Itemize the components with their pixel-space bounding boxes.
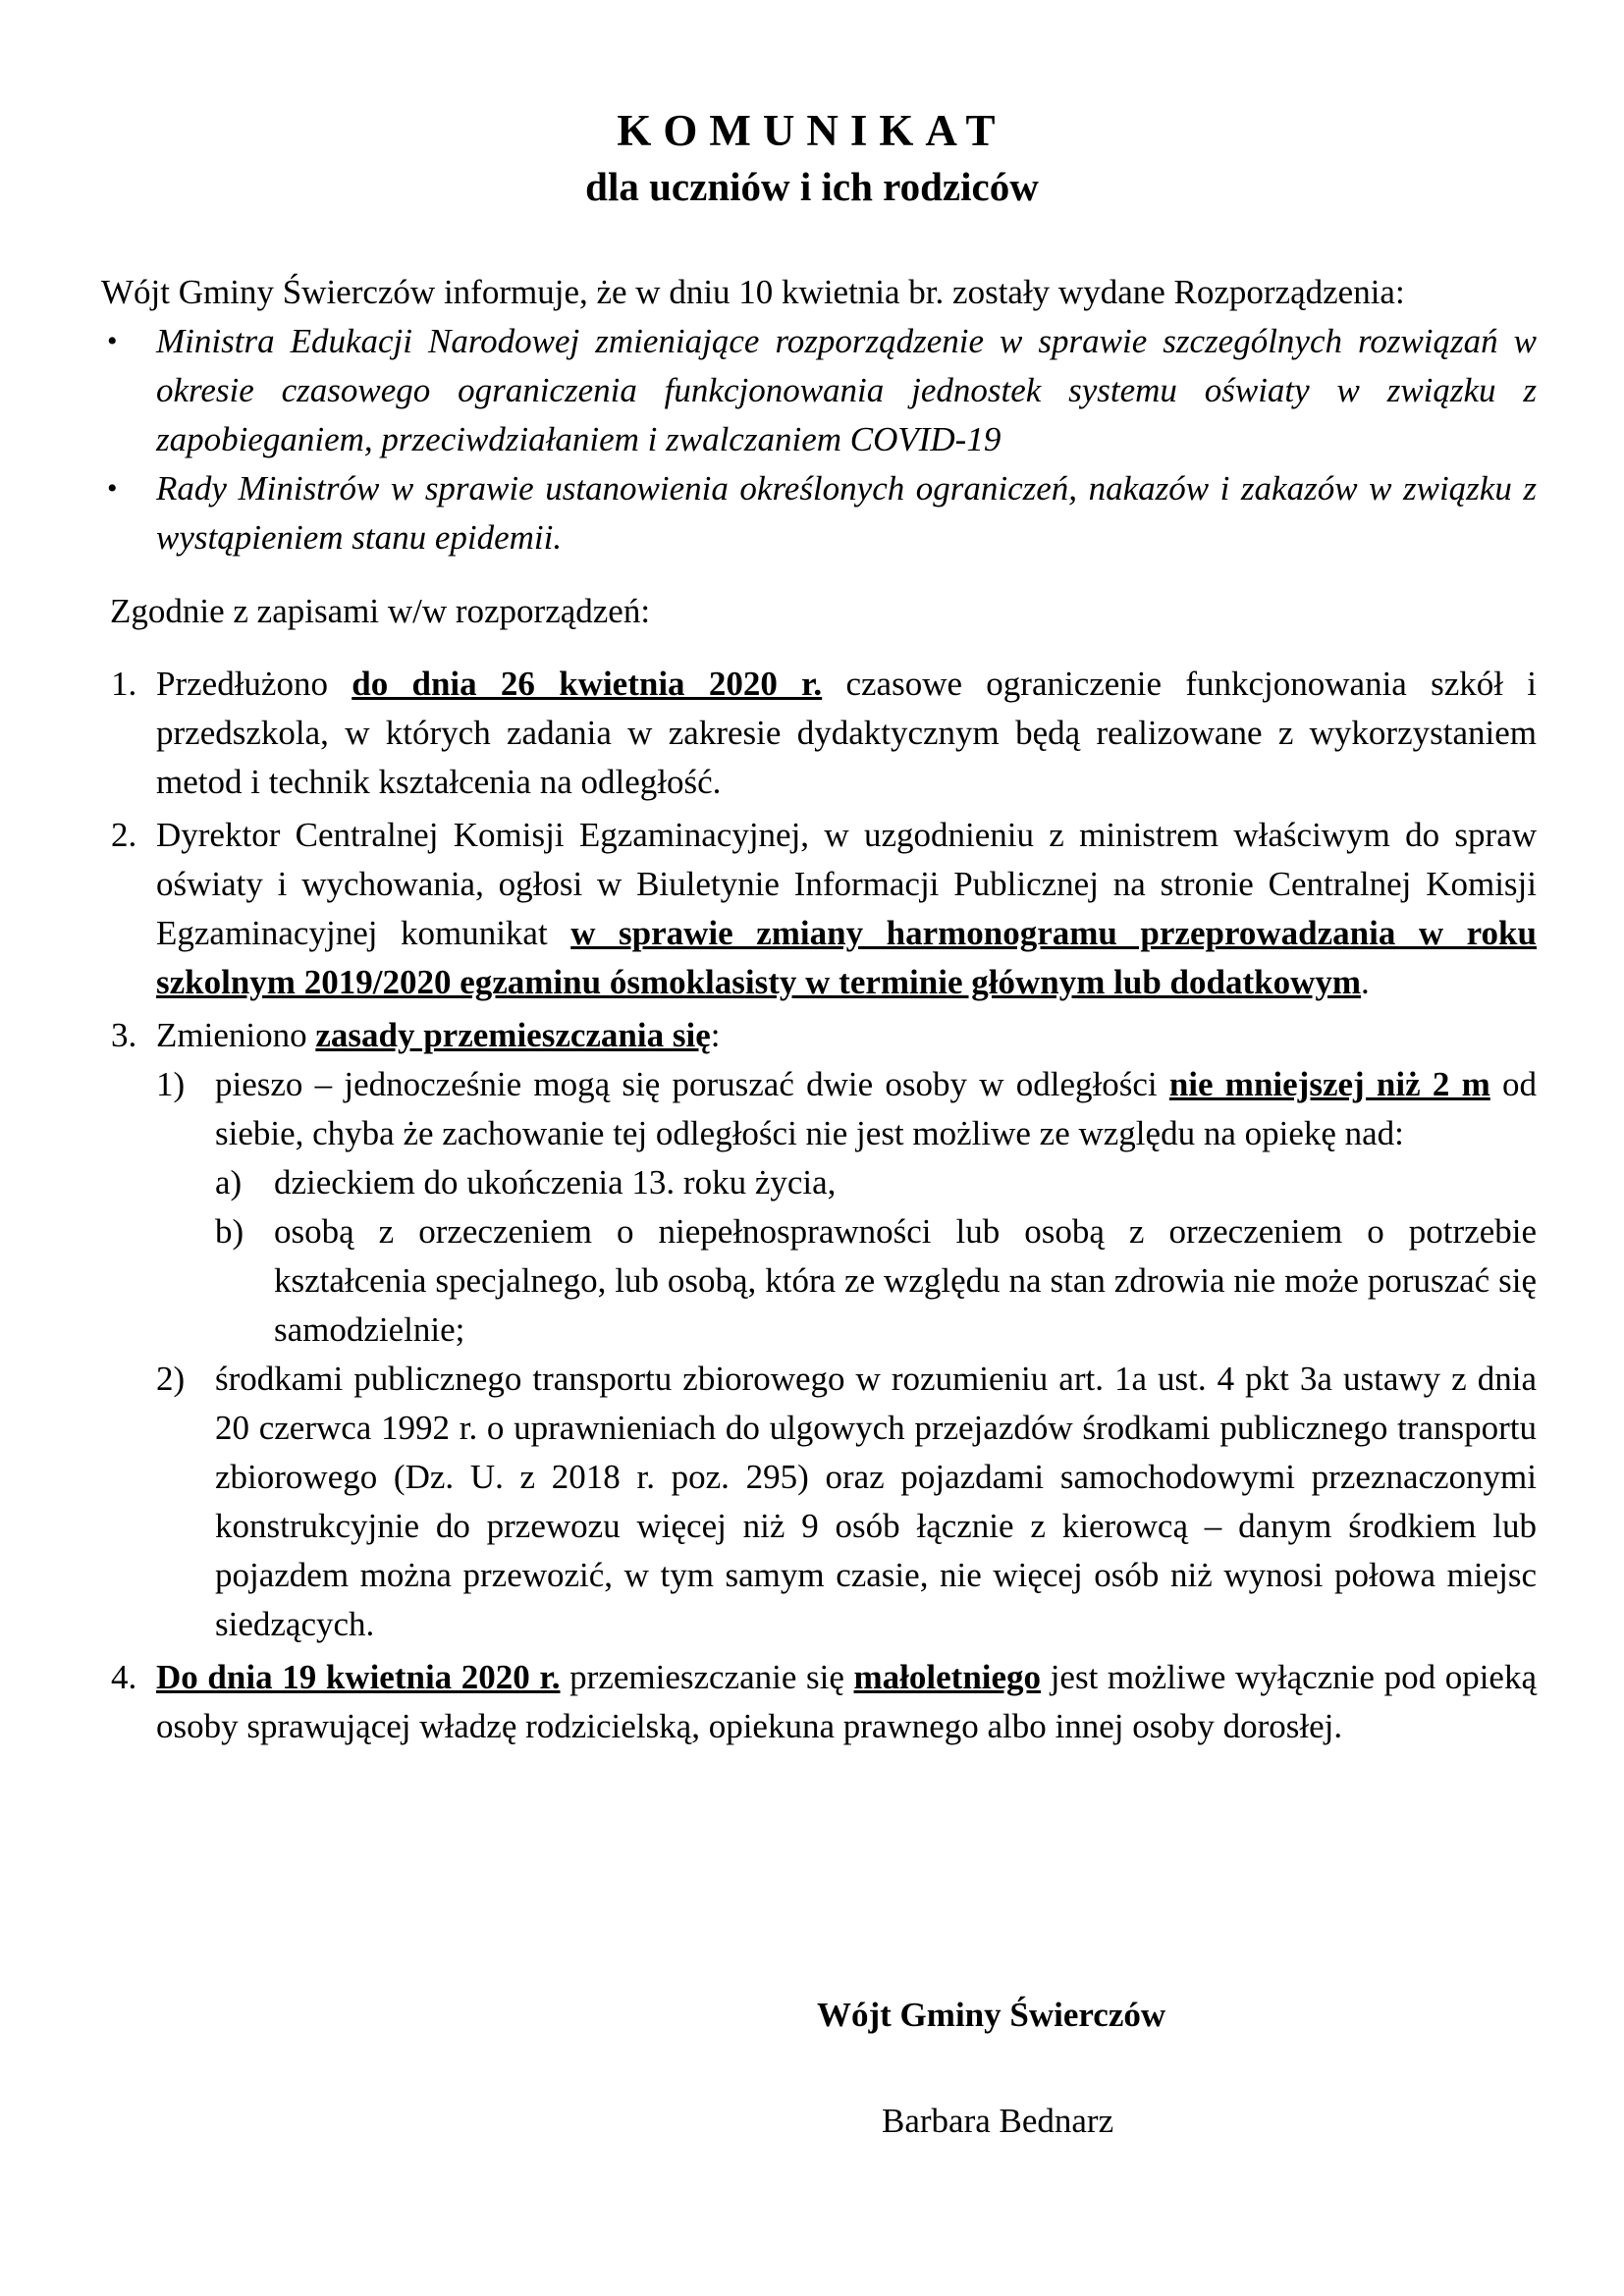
item-text: pieszo – jednocześnie mogą się poruszać dwie osoby w odległości <box>215 1065 1169 1103</box>
signature-office: Wójt Gminy Świerczów <box>817 1996 1166 2034</box>
item-text: jest możliwe wyłącznie pod opieką osoby sprawującej władzę rodzicielską, opiekuna prawnego albo innej osoby dorosłej. <box>156 1658 1538 1745</box>
list-item <box>101 464 1537 562</box>
regulations-list <box>101 317 1537 562</box>
letter-list <box>215 1158 1537 1355</box>
list-item-4 <box>101 1653 1537 1751</box>
emphasis-date: Do dnia 19 kwietnia 2020 r. <box>156 1658 561 1696</box>
emphasis-text: nie mniejszej niż 2 m <box>1168 1065 1490 1103</box>
item-text: środkami publicznego transportu zbiorowego w rozumieniu art. 1a ust. 4 pkt 3a ustawy z dnia 20 czerwca 1992 r. o uprawnieniach do ulgowych przejazdów środkami publicznego transportu zbiorowego (Dz. U. z 2018 r. poz. 295) oraz pojazdami samochodowymi przeznaczonymi konstrukcyjnie do przewozu więcej niż 9 osób łącznie z kierowcą – danym środkiem lub pojazdem można przewozić, w tym samym czasie, nie więcej osób niż wynosi połowa miejsc siedzących. <box>215 1360 1537 1643</box>
item-number: 1. <box>111 665 137 703</box>
item-text: . <box>1361 963 1370 1001</box>
letter-number: b) <box>215 1212 244 1251</box>
emphasis-text: zasady przemieszczania się <box>315 1016 711 1054</box>
item-text: Dyrektor Centralnej Komisji Egzaminacyjnej, w uzgodnieniu z ministrem właściwym do spraw oświaty i wychowania, ogłosi w Biuletynie Informacji Publicznej na stronie Centralnej Komisji Egzaminacyjnej komunikat <box>156 816 1537 952</box>
list-item-2 <box>101 811 1537 1007</box>
letter-number: a) <box>215 1163 243 1201</box>
numbered-list <box>101 660 1537 1755</box>
sub-item-1 <box>156 1060 1537 1355</box>
list-item <box>101 317 1537 464</box>
sub-item-2 <box>156 1355 1537 1649</box>
list-item-3 <box>101 1011 1537 1649</box>
bullet-text: Ministra Edukacji Narodowej zmieniające rozporządzenie w sprawie szczególnych rozwiązań w okresie czasowego ograniczenia funkcjonowania jednostek systemu oświaty w związku z zapobieganiem, przeciwdziałaniem i zwalczaniem COVID-19 <box>156 322 1537 458</box>
letter-item-a <box>215 1158 1537 1207</box>
item-text: : <box>710 1016 721 1054</box>
item-number: 3. <box>111 1016 137 1054</box>
lead-paragraph: Zgodnie z zapisami w/w rozporządzeń: <box>110 592 651 630</box>
bullet-text: Rady Ministrów w sprawie ustanowienia określonych ograniczeń, nakazów i zakazów w związku z wystąpieniem stanu epidemii. <box>156 469 1537 557</box>
item-text: przemieszczanie się <box>560 1658 854 1696</box>
item-text: Zmieniono <box>156 1016 316 1054</box>
sub-list <box>156 1060 1537 1649</box>
item-number: 2. <box>111 816 137 854</box>
sub-number: 1) <box>156 1065 186 1103</box>
emphasis-text: w sprawie zmiany harmonogramu przeprowadzania w roku szkolnym 2019/2020 egzaminu ósmoklasisty w terminie głównym lub dodatkowym <box>156 914 1537 1001</box>
bullet-icon: • <box>107 325 118 357</box>
item-number: 4. <box>111 1658 137 1696</box>
item-text: dzieckiem do ukończenia 13. roku życia, <box>274 1163 837 1201</box>
signature-name: Barbara Bednarz <box>882 2102 1114 2140</box>
intro-paragraph: Wójt Gminy Świerczów informuje, że w dniu 10 kwietnia br. zostały wydane Rozporządzenia: <box>101 273 1405 311</box>
sub-number: 2) <box>156 1360 186 1398</box>
document-subtitle: dla uczniów i ich rodziców <box>585 164 1039 209</box>
item-text: Przedłużono <box>156 665 352 703</box>
bullet-icon: • <box>107 472 118 505</box>
document-title: KOMUNIKAT <box>617 106 1007 155</box>
list-item-1 <box>101 660 1537 807</box>
emphasis-date: do dnia 26 kwietnia 2020 r. <box>352 665 823 703</box>
emphasis-text: małoletniego <box>853 1658 1042 1696</box>
item-text: osobą z orzeczeniem o niepełnosprawności lub osobą z orzeczeniem o potrzebie kształcenia specjalnego, lub osobą, która ze względu na stan zdrowia nie może poruszać się samodzielnie; <box>274 1212 1537 1349</box>
item-text: czasowe ograniczenie funkcjonowania szkół i przedszkola, w których zadania w zakresie dydaktycznym będą realizowane z wykorzystaniem metod i technik kształcenia na odległość. <box>156 665 1537 801</box>
letter-item-b <box>215 1207 1537 1355</box>
item-text: od siebie, chyba że zachowanie tej odległości nie jest możliwe ze względu na opiekę nad: <box>215 1065 1538 1152</box>
